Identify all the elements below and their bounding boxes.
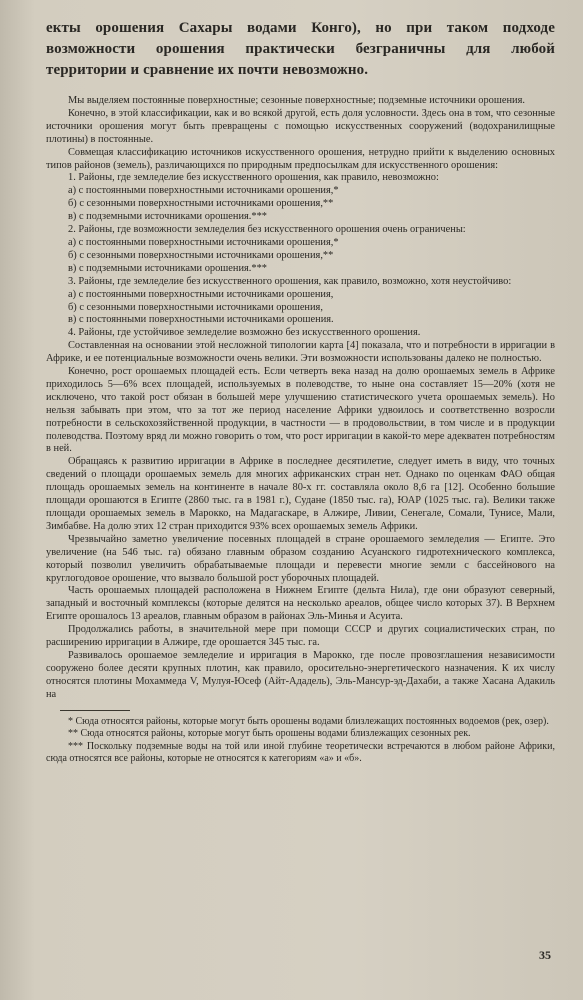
lead-paragraph: екты орошения Сахары водами Конго), но при таком подходе возможности орошения практически безграничны для любой территории и сравнение их почти невозможно.	[46, 20, 555, 78]
list-item: в) с подземными источниками орошения.***	[68, 262, 267, 274]
list-item: а) с постоянными поверхностными источниками орошения,*	[68, 185, 339, 197]
list-item: а) с постоянными поверхностными источниками орошения,	[68, 288, 334, 300]
paragraph: 1. Районы, где земледелие без искусственного орошения, как правило, невозможно:	[68, 172, 439, 184]
footnote-rule	[60, 710, 130, 711]
paragraph: Конечно, рост орошаемых площадей есть. Если четверть века назад на долю орошаемых земель в Африке приходилось 5—6% всех площадей, используемых в полеводстве, то ныне она составляет 15—20% (хотя не исключено, что такой рост обязан в большей мере улучшению статистического учета орошаемых земель). Но нельзя забывать при этом, что за тот же период население Африки удвоилось и соответственно возросли потребности в сельскохозяйственной продукции, в частности — в продовольствии, в том числе и в продукции полеводства. Поэтому вряд ли можно говорить о том, что рост ирригации в какой-то мере адекватен потребностям в ней.	[46, 366, 555, 455]
body-text	[46, 95, 555, 702]
paragraph: 3. Районы, где земледелие без искусственного орошения, как правило, возможно, хотя неустойчиво:	[68, 275, 512, 287]
list-item: б) с сезонными поверхностными источниками орошения,	[68, 301, 323, 313]
list-item: в) с подземными источниками орошения.***	[68, 211, 267, 223]
paragraph: Совмещая классификацию источников искусственного орошения, нетрудно прийти к выделению основных типов районов (земель), различающихся по природным предпосылкам для искусственного орошения:	[46, 146, 555, 171]
paragraph: Составленная на основании этой несложной типологии карта [4] показала, что и потребности в ирригации в Африке, и ее потенциальные возможности очень велики. Эти возможности использованы далеко не полностью.	[46, 340, 555, 365]
footnote: ** Сюда относятся районы, которые могут быть орошены водами близлежащих сезонных рек.	[68, 728, 471, 740]
paragraph: Часть орошаемых площадей расположена в Нижнем Египте (дельта Нила), где они образуют северный, западный и восточный комплексы (которые делятся на несколько ареалов, общее число которых 37). В Верхнем Египте орошалось 13 ареалов, главным образом в районах Эль-Минья и Асуита.	[46, 585, 555, 623]
paragraph: Чрезвычайно заметно увеличение посевных площадей в стране орошаемого земледелия — Египте. Это увеличение (на 546 тыс. га) обязано главным образом созданию Асуанского гидротехнического комплекса, который позволил увеличить обрабатываемые площади и перевести многие земли с бассейнового на круглогодовое орошение, что вызвало большой рост уборочных площадей.	[46, 533, 555, 584]
paragraph: Мы выделяем постоянные поверхностные; сезонные поверхностные; подземные источники орошения.	[68, 95, 525, 106]
list-item: в) с постоянными поверхностными источниками орошения.	[68, 314, 334, 326]
paragraph: Продолжались работы, в значительной мере при помощи СССР и других социалистических стран, по расширению ирригации в Алжире, где орошается 345 тыс. га.	[46, 624, 555, 649]
list-item: б) с сезонными поверхностными источниками орошения,**	[68, 249, 334, 261]
footnote: * Сюда относятся районы, которые могут быть орошены водами близлежащих постоянных водоемов (рек, озер).	[68, 715, 549, 727]
paragraph: 2. Районы, где возможности земледелия без искусственного орошения очень ограничены:	[68, 224, 466, 236]
paragraph: 4. Районы, где устойчивое земледелие возможно без искусственного орошения.	[68, 327, 421, 339]
list-item: б) с сезонными поверхностными источниками орошения,**	[68, 198, 334, 210]
footnote: *** Поскольку подземные воды на той или иной глубине теоретически встречаются в любом районе Африки, сюда относятся все районы, которые не относятся к категориям «а» и «б».	[46, 740, 555, 765]
footnotes	[46, 716, 555, 766]
list-item: а) с постоянными поверхностными источниками орошения,*	[68, 236, 339, 248]
paragraph: Обращаясь к развитию ирригации в Африке в последнее десятилетие, следует иметь в виду, что точных сведений о площади орошаемых земель для многих африканских стран нет. Однако по оценкам ФАО общая площадь орошаемых земель на континенте в начале 80-х гг. составляла около 8,6 га [12]. Особенно большие площади орошаются в Египте (2860 тыс. га в 1981 г.), Судане (1850 тыс. га), ЮАР (1025 тыс. га). Велики также площади орошаемых земель в Марокко, на Мадагаскаре, в Алжире, Ливии, Сенегале, Сомали, Тунисе, Мали, Зимбабве. На долю этих 12 стран приходится 93% всех орошаемых земель Африки.	[46, 456, 555, 532]
paragraph: Развивалось орошаемое земледелие и ирригация в Марокко, где после провозглашения независимости сооружено более десяти крупных плотин, как правило, оросительно-энергетического назначения. К их числу относятся плотины Мохаммеда V, Мулуя-Юсеф (Айт-Ададель), Эль-Мансур-эд-Дахаби, а также Хасана Адакиль на	[46, 649, 555, 700]
paragraph: Конечно, в этой классификации, как и во всякой другой, есть доля условности. Здесь она в том, что сезонные источники орошения могут быть превращены с помощью искусственных сооружений (водохранилищные плотины) в постоянные.	[46, 107, 555, 145]
page-number: 35	[539, 948, 551, 962]
